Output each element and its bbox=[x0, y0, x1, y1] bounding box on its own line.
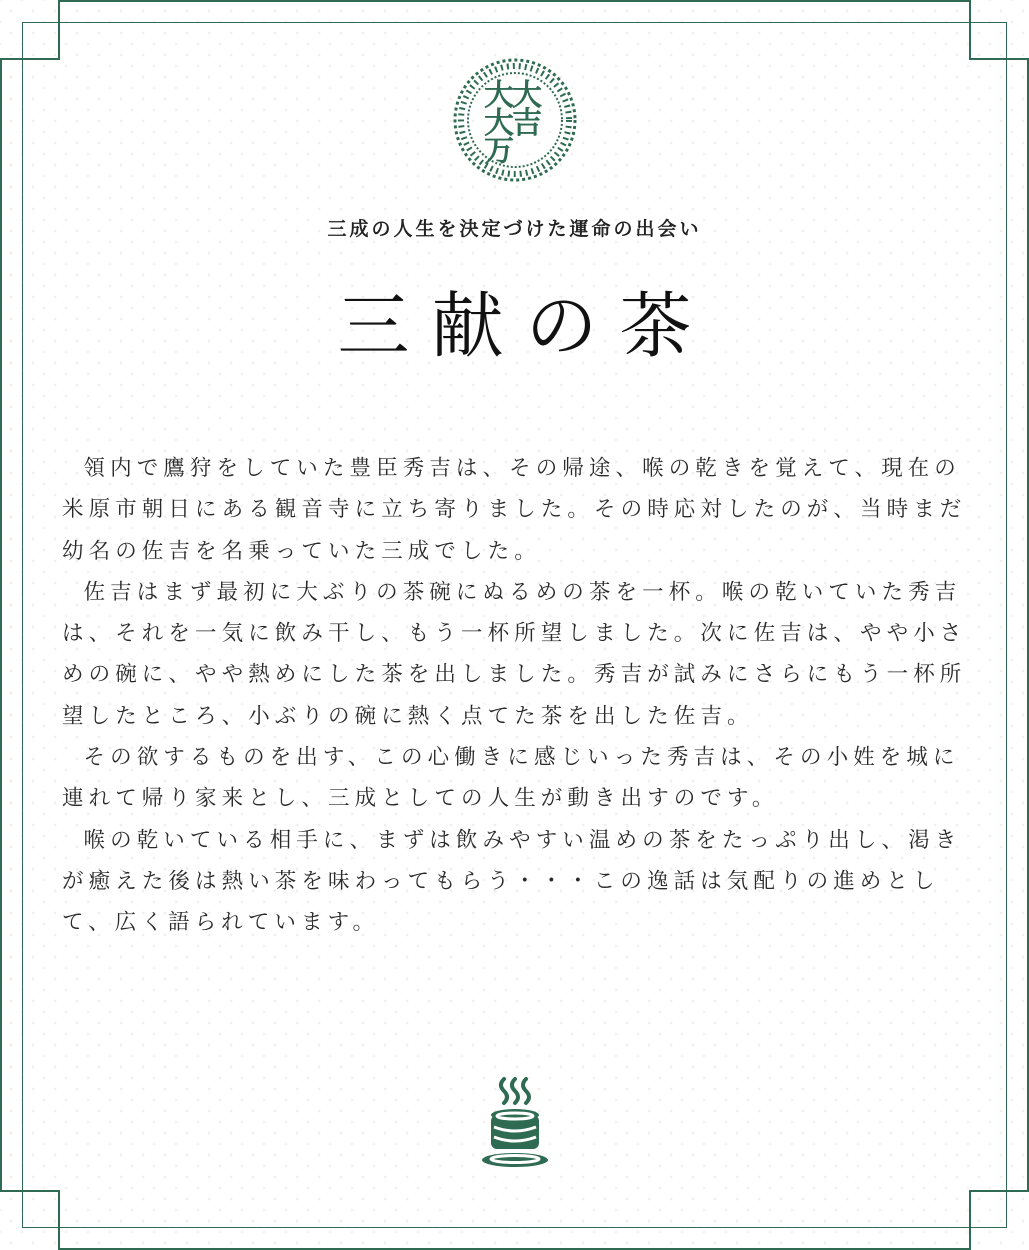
paragraph: その欲するものを出す、この心働きに感じいった秀吉は、その小姓を城に連れて帰り家来とし、三成としての人生が動き出すのです。 bbox=[62, 745, 960, 812]
svg-text:大: 大 bbox=[512, 78, 542, 113]
frame-line bbox=[58, 0, 971, 2]
tea-cup-icon bbox=[480, 1075, 550, 1170]
svg-text:万: 万 bbox=[484, 134, 514, 169]
paragraph: 領内で鷹狩をしていた豊臣秀吉は、その帰途、喉の乾きを覚えて、現在の米原市朝日にある観音寺に立ち寄りました。その時応対したのが、当時まだ幼名の佐吉を名乗っていた三成でした。 bbox=[62, 456, 967, 564]
svg-text:大: 大 bbox=[484, 106, 514, 141]
crest-icon bbox=[452, 57, 578, 183]
paragraph: 喉の乾いている相手に、まずは飲みやすい温めの茶をたっぷり出し、渇きが癒えた後は熱い茶を味わってもらう・・・この逸話は気配りの進めとして、広く語られています。 bbox=[62, 827, 962, 936]
article-body bbox=[62, 448, 974, 944]
page-subtitle: 三成の人生を決定づけた運命の出会い bbox=[327, 218, 702, 240]
page-title: 三献の茶 bbox=[337, 284, 714, 368]
svg-text:大: 大 bbox=[484, 78, 514, 113]
paragraph: 佐吉はまず最初に大ぶりの茶碗にぬるめの茶を一杯。喉の乾いていた秀吉は、それを一気に飲み干し、もう一杯所望しました。次に佐吉は、やや小さめの碗に、やや熱めにした茶を出しました。秀吉が試みにさらにもう一杯所望したところ、小ぶりの碗に熱く点てた茶を出した佐吉。 bbox=[62, 579, 967, 729]
svg-text:吉: 吉 bbox=[512, 106, 542, 141]
